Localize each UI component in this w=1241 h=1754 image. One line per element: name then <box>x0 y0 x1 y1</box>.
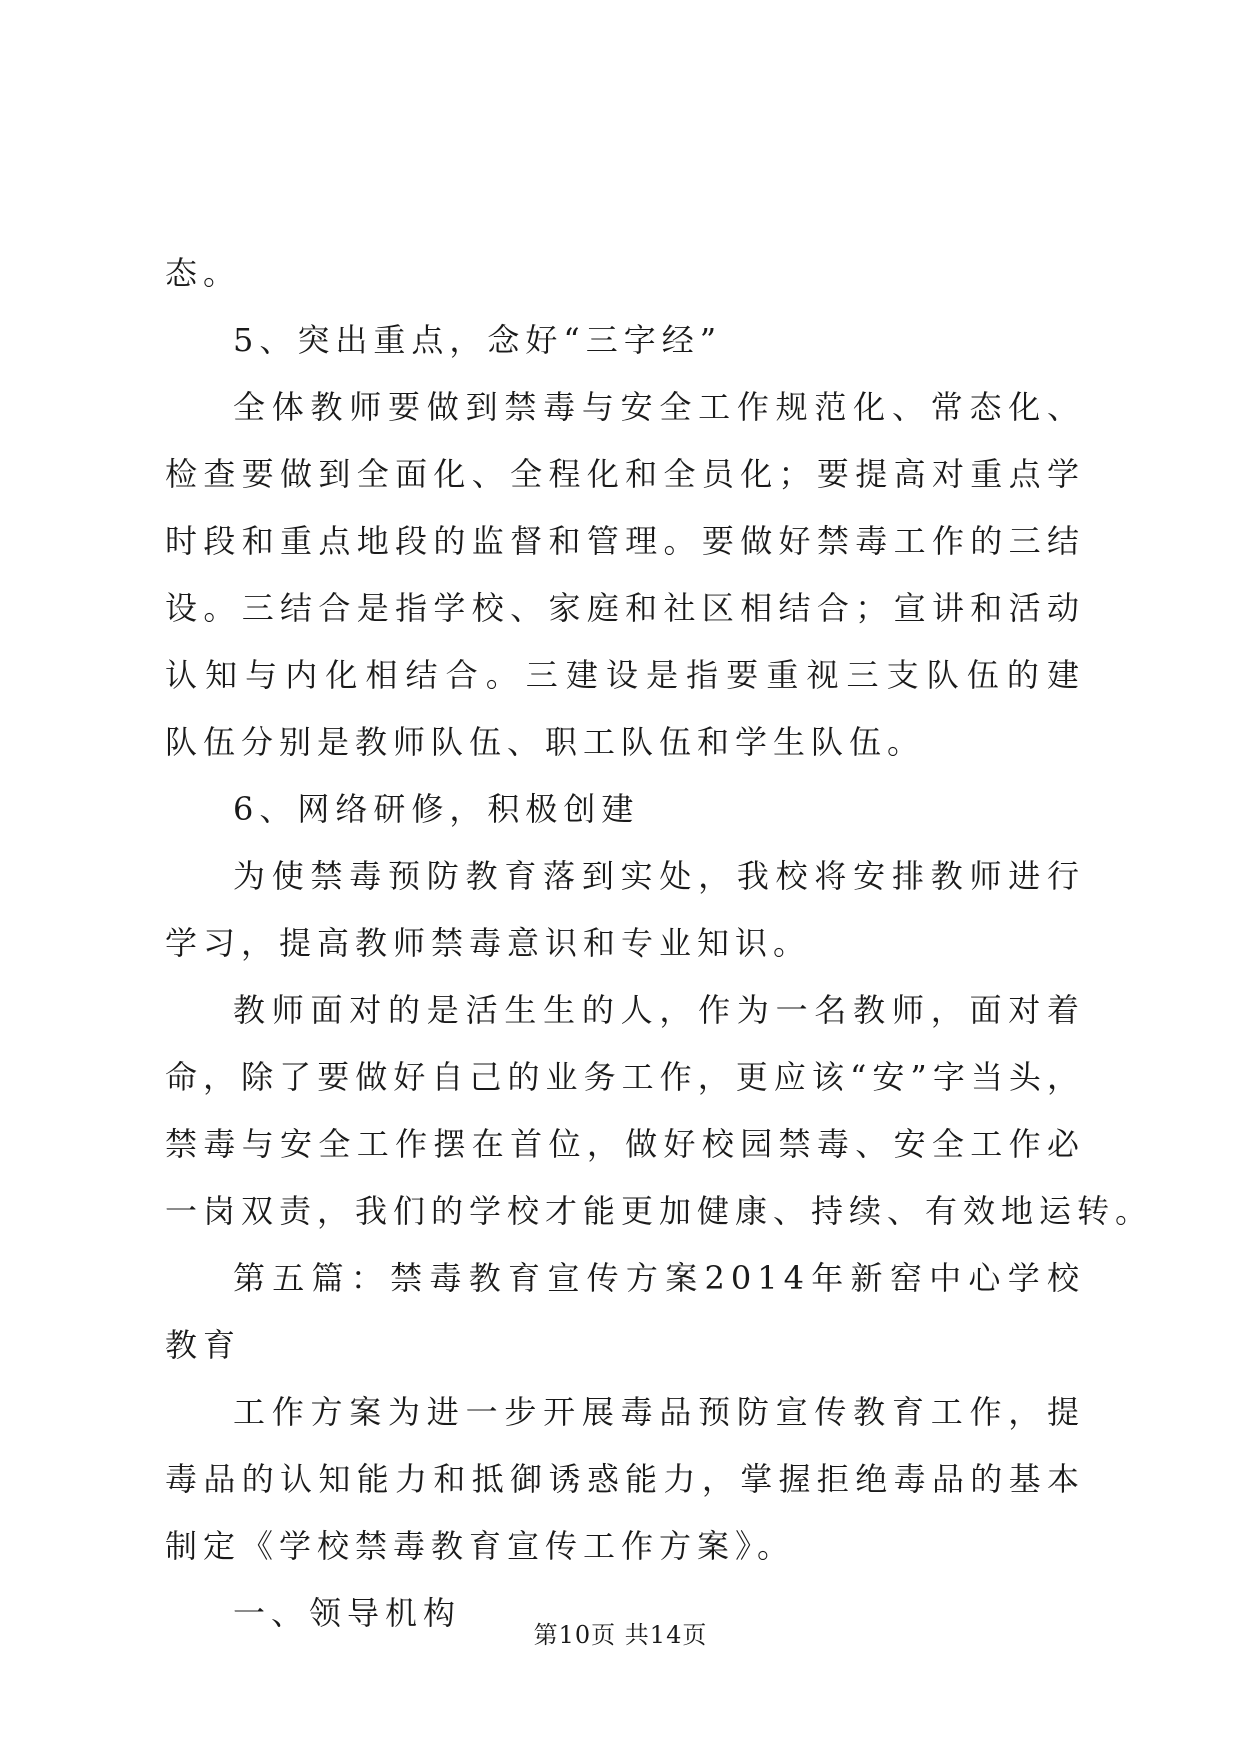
text-line: 队伍分别是教师队伍、职工队伍和学生队伍。 <box>165 723 926 761</box>
body-text <box>165 240 1154 1647</box>
section-heading: 一、领导机构 <box>233 1594 462 1632</box>
text-line: 命，除了要做好自己的业务工作，更应该“安”字当头， <box>165 1058 1085 1096</box>
text-line: 学习，提高教师禁毒意识和专业知识。 <box>165 924 812 962</box>
text-line: 毒品的认知能力和抵御诱惑能力，掌握拒绝毒品的基本 <box>165 1460 1085 1498</box>
section-heading: 6、网络研修，积极创建 <box>233 790 640 828</box>
text-line: 一岗双责，我们的学校才能更加健康、持续、有效地运转。 <box>165 1192 1154 1230</box>
text-line: 工作方案为进一步开展毒品预防宣传教育工作，提 <box>233 1393 1085 1431</box>
text-line: 设。三结合是指学校、家庭和社区相结合；宣讲和活动 <box>165 589 1085 627</box>
text-line: 检查要做到全面化、全程化和全员化；要提高对重点学 <box>165 455 1085 493</box>
page-number: 第10页 共14页 <box>533 1621 708 1649</box>
chapter-heading-continued: 教育 <box>165 1326 242 1364</box>
text-line: 教师面对的是活生生的人，作为一名教师，面对着 <box>233 991 1085 1029</box>
text-line: 为使禁毒预防教育落到实处，我校将安排教师进行 <box>233 857 1085 895</box>
text-line: 全体教师要做到禁毒与安全工作规范化、常态化、 <box>233 388 1085 426</box>
text-line: 态。 <box>165 254 242 292</box>
section-heading: 5、突出重点，念好“三字经” <box>233 321 723 359</box>
text-line: 制定《学校禁毒教育宣传工作方案》。 <box>165 1527 796 1565</box>
chapter-heading: 第五篇：禁毒教育宣传方案2014年新窑中心学校 <box>233 1259 1085 1297</box>
text-line: 时段和重点地段的监督和管理。要做好禁毒工作的三结 <box>165 522 1085 560</box>
text-line: 认知与内化相结合。三建设是指要重视三支队伍的建 <box>165 656 1085 694</box>
text-line: 禁毒与安全工作摆在首位，做好校园禁毒、安全工作必 <box>165 1125 1085 1163</box>
